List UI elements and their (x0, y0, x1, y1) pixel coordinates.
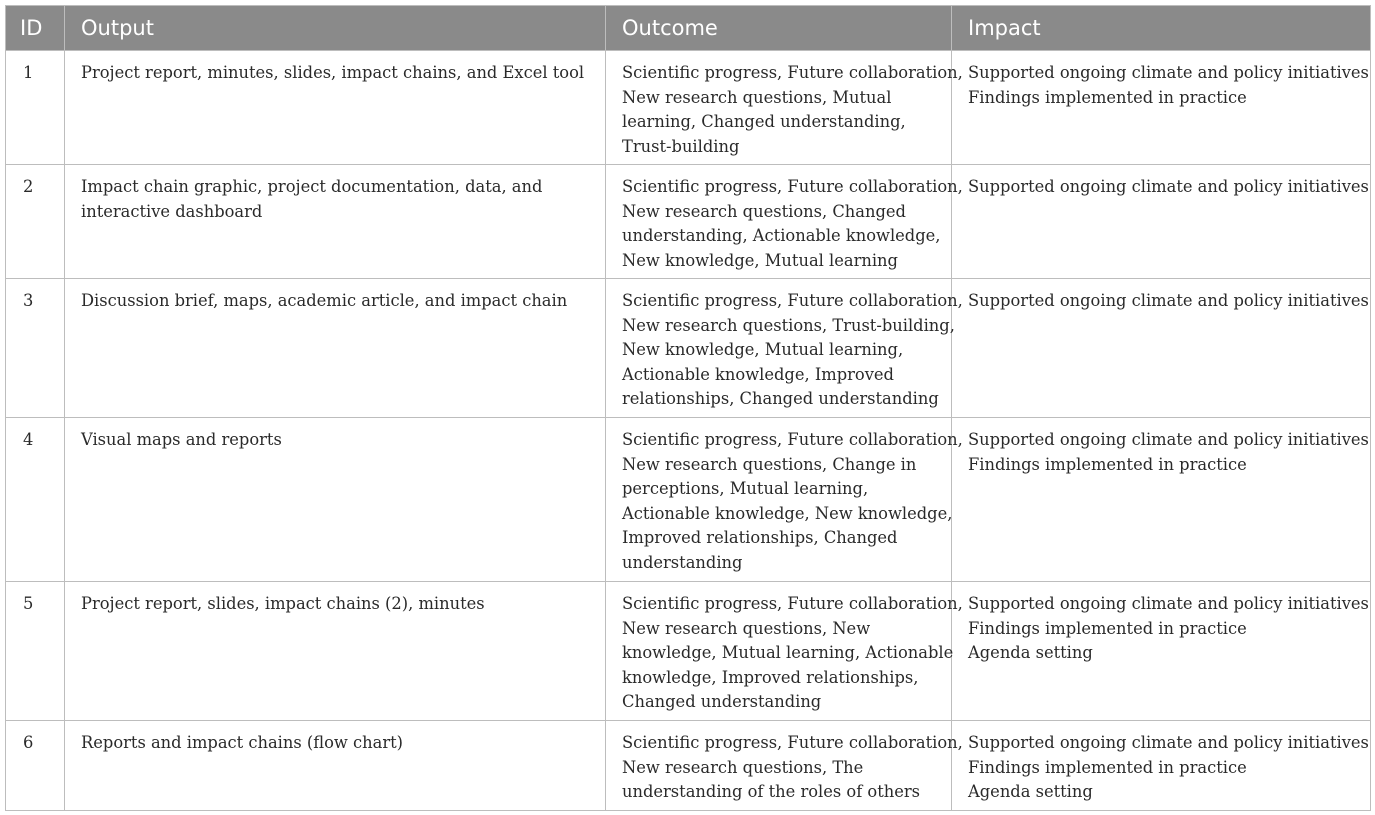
outcome-line: relationships, Changed understanding (622, 389, 939, 408)
outcome-line: Improved relationships, Changed (622, 528, 898, 547)
output-line: Impact chain graphic, project documentation, data, and (81, 177, 543, 196)
header-output: Output (65, 6, 606, 51)
cell-outcome (606, 165, 963, 279)
cell-output (65, 721, 606, 811)
outcome-line: understanding of the roles of others (622, 782, 921, 801)
cell-impact (952, 418, 1371, 582)
output-line: Project report, minutes, slides, impact chains, and Excel tool (81, 63, 585, 82)
outcome-line: understanding, Actionable knowledge, (622, 226, 941, 245)
outcome-line: Scientific progress, Future collaboration, (622, 594, 963, 613)
cell-outcome (606, 279, 963, 418)
output-line: Project report, slides, impact chains (2), minutes (81, 594, 485, 613)
outcome-line: Actionable knowledge, Improved (622, 364, 894, 384)
cell-output (65, 165, 606, 279)
outputs-outcomes-impact-table (5, 5, 1371, 811)
cell-outcome (606, 582, 963, 721)
outcome-line: New knowledge, Mutual learning (622, 250, 898, 270)
outcome-line: Scientific progress, Future collaboration, (622, 291, 963, 310)
outcome-line: New research questions, Trust-building, (622, 315, 955, 335)
outcome-line: Scientific progress, Future collaboration, (622, 177, 963, 196)
cell-id: 2 (6, 165, 65, 279)
output-line: Reports and impact chains (flow chart) (81, 733, 404, 752)
impact-line: Agenda setting (968, 782, 1093, 801)
outcome-line: Scientific progress, Future collaboration, (622, 430, 963, 449)
table-row (6, 721, 1371, 811)
table-row (6, 51, 1371, 165)
cell-id: 3 (6, 279, 65, 418)
impact-line: Agenda setting (968, 643, 1093, 662)
outcome-line: New research questions, The (622, 757, 864, 777)
outcome-line: New research questions, Mutual (622, 87, 892, 107)
cell-impact (952, 165, 1371, 279)
cell-id: 6 (6, 721, 65, 811)
outcome-line: Scientific progress, Future collaboration, (622, 63, 963, 82)
impact-line: Supported ongoing climate and policy initiatives (968, 177, 1369, 196)
outcome-line: New knowledge, Mutual learning, (622, 340, 904, 359)
outcome-line: New research questions, Change in (622, 454, 917, 474)
cell-id: 5 (6, 582, 65, 721)
impact-line: Supported ongoing climate and policy initiatives (968, 291, 1369, 310)
output-line: Visual maps and reports (81, 430, 282, 449)
cell-outcome (606, 721, 963, 811)
cell-outcome (606, 418, 963, 582)
impact-line: Findings implemented in practice (968, 87, 1247, 107)
cell-outcome (606, 51, 963, 165)
cell-id: 1 (6, 51, 65, 165)
outcome-line: perceptions, Mutual learning, (622, 479, 869, 498)
impact-line: Supported ongoing climate and policy initiatives (968, 430, 1369, 449)
table-container (5, 5, 1370, 811)
cell-impact (952, 279, 1371, 418)
cell-output (65, 418, 606, 582)
header-id: ID (6, 6, 65, 51)
output-line: interactive dashboard (81, 201, 263, 221)
impact-line: Findings implemented in practice (968, 757, 1247, 777)
impact-line: Findings implemented in practice (968, 618, 1247, 638)
outcome-line: Changed understanding (622, 692, 822, 711)
table-row (6, 582, 1371, 721)
cell-impact (952, 721, 1371, 811)
cell-id: 4 (6, 418, 65, 582)
impact-line: Supported ongoing climate and policy initiatives (968, 63, 1369, 82)
outcome-line: Actionable knowledge, New knowledge, (622, 503, 953, 523)
outcome-line: Scientific progress, Future collaboration, (622, 733, 963, 752)
table-row (6, 418, 1371, 582)
table-row (6, 279, 1371, 418)
impact-line: Supported ongoing climate and policy initiatives (968, 733, 1369, 752)
impact-line: Findings implemented in practice (968, 454, 1247, 474)
header-row (6, 6, 1371, 51)
outcome-line: New research questions, Changed (622, 201, 906, 221)
impact-line: Supported ongoing climate and policy initiatives (968, 594, 1369, 613)
outcome-line: knowledge, Improved relationships, (622, 667, 919, 687)
outcome-line: Trust-building (622, 136, 740, 156)
cell-output (65, 582, 606, 721)
outcome-line: understanding (622, 552, 743, 572)
cell-output (65, 279, 606, 418)
outcome-line: learning, Changed understanding, (622, 112, 906, 131)
table-row (6, 165, 1371, 279)
outcome-line: New research questions, New (622, 618, 871, 638)
cell-impact (952, 51, 1371, 165)
cell-output (65, 51, 606, 165)
outcome-line: knowledge, Mutual learning, Actionable (622, 643, 954, 662)
header-impact: Impact (952, 6, 1371, 51)
output-line: Discussion brief, maps, academic article, and impact chain (81, 291, 568, 310)
header-outcome: Outcome (606, 6, 952, 51)
cell-impact (952, 582, 1371, 721)
